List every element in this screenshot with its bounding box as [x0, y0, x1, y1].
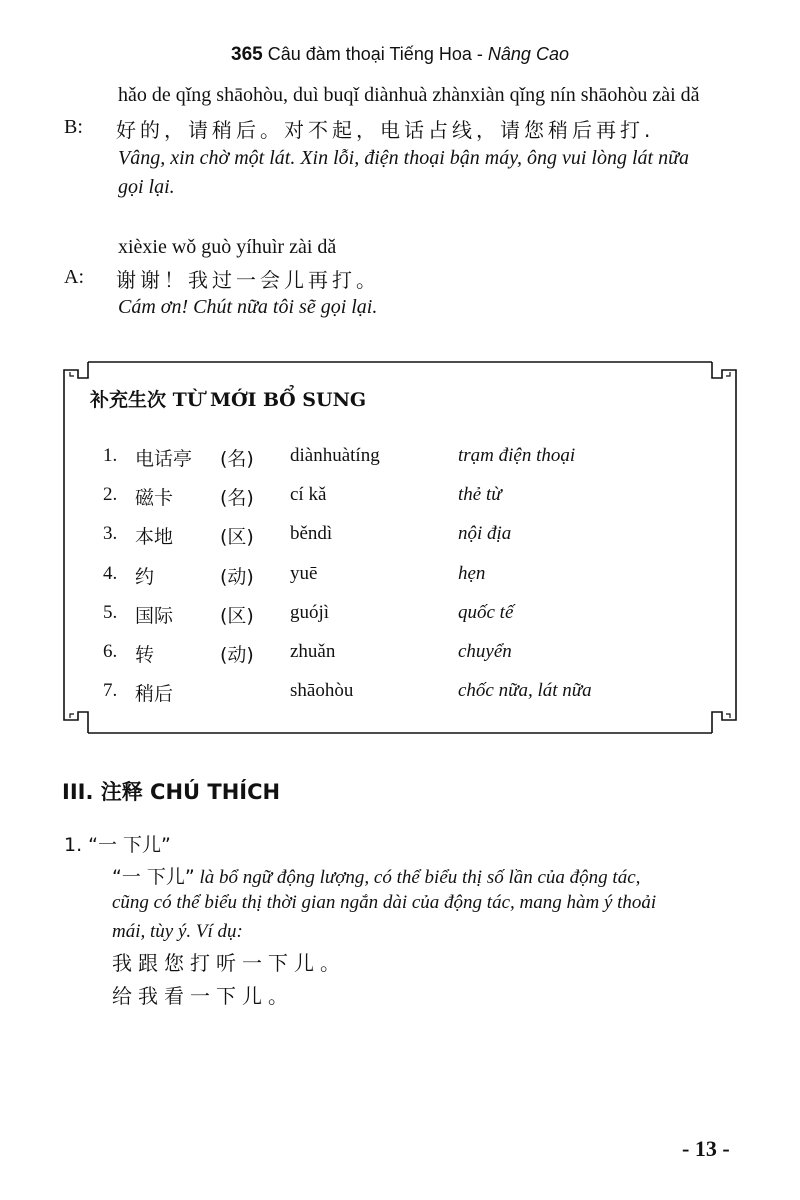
vocab-number: 4. [103, 563, 118, 584]
vocab-meaning: hẹn [458, 563, 486, 584]
page-number: - 13 - [682, 1136, 730, 1161]
vocab-hanzi: 稍后 [135, 683, 174, 705]
note-line-3: mái, tùy ý. Ví dụ: [112, 921, 243, 942]
vocab-meaning: thẻ từ [458, 484, 502, 505]
vocab-pinyin: běndì [290, 523, 333, 544]
header-separator: - [476, 44, 483, 64]
vocab-part-of-speech: (名) [220, 448, 254, 470]
note-quote: “一 下儿” [112, 866, 195, 888]
vocab-pinyin: shāohòu [290, 680, 354, 701]
dialogue-a-pinyin: xièxie wǒ guò yíhuìr zài dǎ [118, 236, 337, 258]
section-title-cn: 注释 [100, 780, 143, 804]
vocab-number: 6. [103, 641, 118, 662]
vocab-hanzi: 国际 [135, 605, 174, 627]
vocab-hanzi: 约 [135, 566, 155, 588]
vocab-number: 2. [103, 484, 118, 505]
vocab-pinyin: cí kǎ [290, 484, 327, 505]
section-title-vn: CHÚ THÍCH [150, 780, 281, 804]
vocab-pinyin: diànhuàtíng [290, 445, 380, 466]
vocab-box-title-vn: TỪ MỚI BỔ SUNG [172, 389, 367, 411]
vocab-part-of-speech: (动) [220, 566, 254, 588]
vocab-hanzi: 转 [135, 644, 155, 666]
dialogue-a-hanzi: 谢谢！我过一会儿再打。 [116, 268, 380, 292]
vocab-meaning: quốc tế [458, 602, 514, 623]
vocab-pinyin: zhuǎn [290, 641, 336, 662]
vocab-meaning: chốc nữa, lát nữa [458, 680, 592, 701]
note-example-2: 给我看一下儿。 [112, 984, 294, 1008]
vocab-part-of-speech: (区) [220, 605, 254, 627]
vocab-pinyin: guójì [290, 602, 330, 623]
vocab-part-of-speech: (动) [220, 644, 254, 666]
note-line-2: cũng có thể biểu thị thời gian ngắn dài của động tác, mang hàm ý thoải [112, 892, 657, 913]
dialogue-b-pinyin: hǎo de qǐng shāohòu, duì buqǐ diànhuà zhànxiàn qǐng nín shāohòu zài dǎ [118, 84, 700, 106]
dialogue-b-translation-line2: gọi lại. [118, 176, 175, 198]
note-example-1: 我跟您打听一下儿。 [112, 951, 346, 975]
vocab-box-title [90, 385, 366, 412]
header-subtitle: Nâng Cao [487, 44, 569, 64]
vocab-meaning: nội địa [458, 523, 512, 544]
header-number: 365 [231, 44, 263, 65]
vocab-hanzi: 磁卡 [135, 487, 174, 509]
note-line-1-text: là bổ ngữ động lượng, có thể biểu thị số lần của động tác, [194, 867, 641, 888]
vocab-hanzi: 电话亭 [135, 448, 193, 470]
vocab-number: 5. [103, 602, 118, 623]
vocab-meaning: chuyển [458, 641, 512, 662]
dialogue-b-speaker: B: [64, 116, 83, 138]
vocab-part-of-speech: (区) [220, 526, 254, 548]
header-title: Câu đàm thoại Tiếng Hoa [267, 44, 472, 64]
vocab-part-of-speech: (名) [220, 487, 254, 509]
vocab-number: 1. [103, 445, 118, 466]
dialogue-b-translation-line1: Vâng, xin chờ một lát. Xin lỗi, điện thoại bận máy, ông vui lòng lát nữa [118, 147, 689, 169]
vocab-pinyin: yuē [290, 563, 318, 584]
section-roman: III. [62, 780, 94, 804]
vocab-box-title-cn: 补充生次 [90, 389, 167, 411]
vocab-meaning: trạm điện thoại [458, 445, 576, 466]
note-line-1 [112, 862, 640, 889]
note-heading: 1. “一 下儿” [64, 834, 171, 856]
dialogue-a-speaker: A: [64, 266, 84, 288]
dialogue-a-translation: Cám ơn! Chút nữa tôi sẽ gọi lại. [118, 296, 378, 318]
vocab-number: 3. [103, 523, 118, 544]
section-heading [62, 776, 280, 806]
vocab-hanzi: 本地 [135, 526, 174, 548]
dialogue-b-hanzi: 好的，请稍后。对不起，电话占线，请您稍后再打. [116, 118, 655, 142]
vocab-number: 7. [103, 680, 118, 701]
